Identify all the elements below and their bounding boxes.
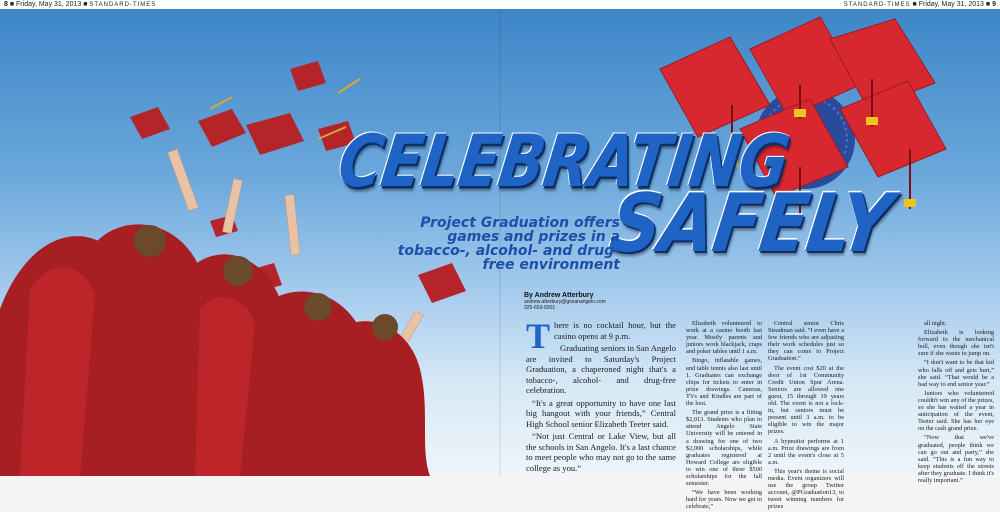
page-number-left: 8 bbox=[4, 1, 8, 8]
article-paragraph: all night. bbox=[924, 320, 947, 327]
folio-date-left: Friday, May 31, 2013 bbox=[16, 1, 82, 8]
article-paragraph: Bingo, inflatable games, and table tennis also last until 1. Graduates can exchange chips for tickets to enter in prize drawings. Cameras, TVs and Kindles are part of the loot. bbox=[686, 357, 762, 408]
byline bbox=[524, 292, 606, 311]
article-paragraph: Graduating seniors in San Angelo are invited to Saturday's Project Graduation, a chaperoned night that's a tobacco-, alcohol- and drug-free celebration. bbox=[526, 343, 677, 395]
publication-name-left: STANDARD-TIMES bbox=[89, 2, 157, 8]
article-paragraph: This year's theme is social media. Event organizers will use the group Twitter account, @PGraduation13, to tweet winning numbers for prizes bbox=[768, 467, 844, 511]
article-column-4 bbox=[918, 320, 994, 486]
article-paragraph: The grand prize is a fitting $2,013. Students who plan to attend Angelo State University will be entered in a drawing for one of two $2,000 scholarships, while graduates registered at Howard College are eligible to win one of three $500 scholarships for the fall semester. bbox=[686, 409, 762, 488]
folio-left: 8 ■ Friday, May 31, 2013 ■ STANDARD-TIMES bbox=[4, 1, 157, 8]
article-paragraph: “Not just Central or Lake View, but all the schools in San Angelo. It's a last chance to meet people who may not go to the same college as you.” bbox=[526, 431, 676, 473]
article-paragraph: Juniors who volunteered couldn't win any of the prizes, so she has waited a year in anticipation of the event, Teeter said. She has her eye on the cash grand prize. bbox=[918, 389, 994, 433]
article-paragraph: “Now that we've graduated, people think we can go out and party,” she said. “This is a fun way to keep students off the streets after they graduate. I think it's really important.” bbox=[918, 434, 994, 484]
article-paragraph: The event cost $20 at the door of 1st Community Credit Union Spur Arena. Seniors are allowed one guest, 15 through 19 years old. The event is not a lock-in, but seniors must be present until 3 a.m. to be eligible to win the major prizes. bbox=[768, 364, 844, 436]
article-paragraph: “It's a great opportunity to have one last big hangout with your friends,” Central High School senior Elizabeth Teeter said. bbox=[526, 397, 676, 429]
byline-email: andrew.atterbury@gosanangelo.com bbox=[524, 299, 606, 305]
folio-bar bbox=[0, 0, 1000, 9]
byline-name: By Andrew Atterbury bbox=[524, 292, 594, 299]
article-lead-column bbox=[526, 316, 677, 475]
article-paragraph: Elizabeth is looking forward to the mechanical bull, even though she isn't sure if she wants to jump on. bbox=[918, 329, 994, 358]
article-paragraph: “I don't want to be that kid who falls off and gets hurt,” she said. “That would be a bad way to end senior year.” bbox=[918, 359, 994, 388]
folio-right: STANDARD-TIMES ■ Friday, May 31, 2013 ■ 9 bbox=[843, 1, 996, 8]
page-number-right: 9 bbox=[992, 1, 996, 8]
folio-date-right: Friday, May 31, 2013 bbox=[918, 1, 984, 8]
headline-line-2: SAFELY bbox=[604, 176, 897, 271]
headline-line-1: CELEBRATING bbox=[333, 120, 794, 204]
article-paragraph: A hypnotist performs at 1 a.m. Prize drawings are from 2 until the event's close at 5 a.m. bbox=[768, 437, 844, 466]
article-paragraph: Elizabeth volunteered to work at a casino booth last year. Mostly parents and juniors work blackjack, craps and poker tables until 1 a.m. bbox=[686, 320, 762, 356]
article-paragraph: here is no cocktail hour, but the casino opens at 9 p.m. bbox=[554, 320, 676, 341]
subheadline: Project Graduation offers games and prizes in a tobacco-, alcohol- and drug-free environment bbox=[397, 215, 620, 273]
article-paragraph: Central senior Chris Steadman said. “I even have a few friends who are adjusting their work schedules just so they can come to Project Graduation.” bbox=[768, 320, 844, 363]
byline-phone: 325-659-8301 bbox=[524, 305, 556, 311]
article-column-3 bbox=[768, 320, 844, 512]
article-column-2 bbox=[686, 320, 762, 512]
article-paragraph: “We have been working hard for years. Now we get to celebrate,” bbox=[686, 489, 762, 511]
publication-name-right: STANDARD-TIMES bbox=[843, 2, 911, 8]
drop-cap: T bbox=[526, 316, 551, 356]
